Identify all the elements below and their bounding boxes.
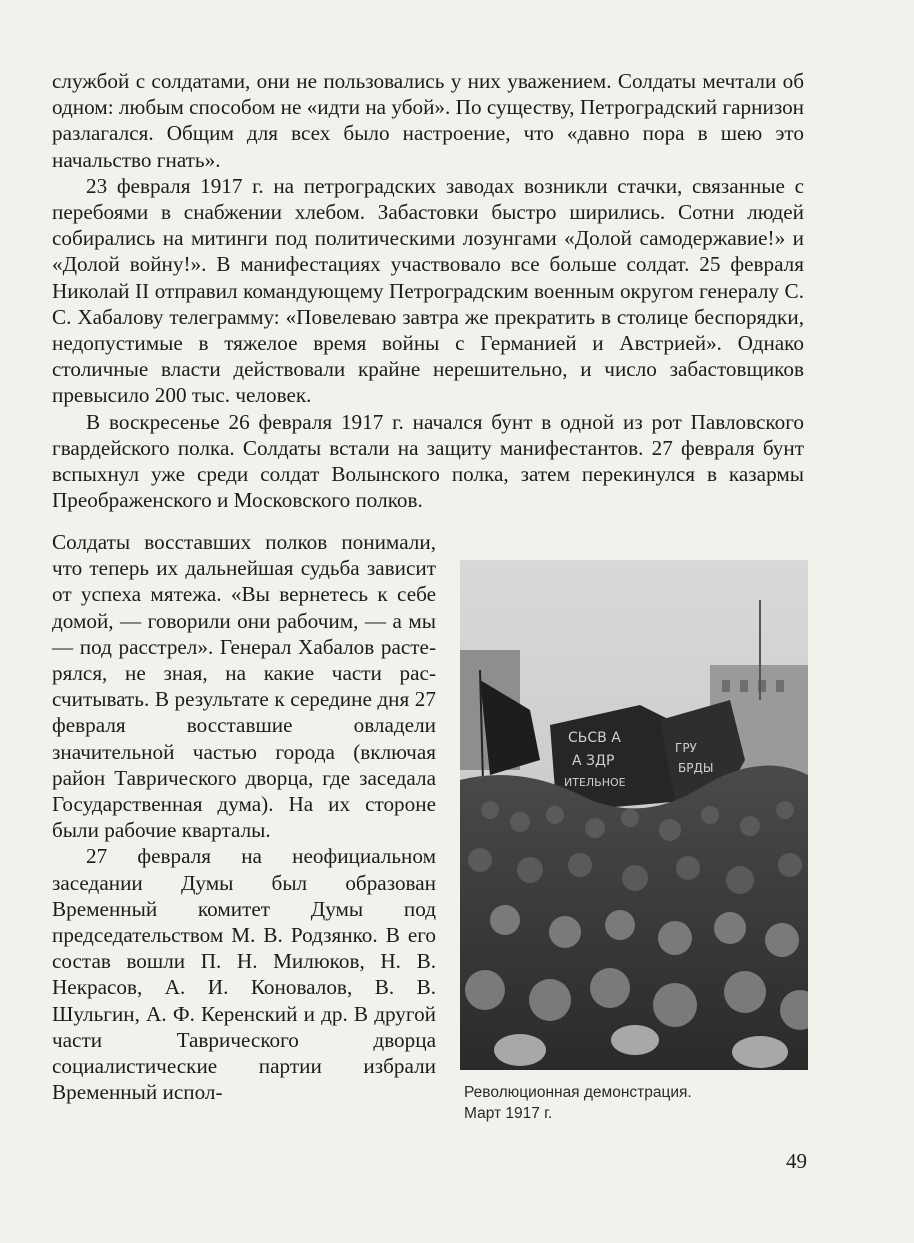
photo-caption bbox=[464, 1082, 804, 1124]
svg-text:ГРУ: ГРУ bbox=[675, 741, 697, 755]
main-text-column bbox=[52, 529, 436, 1105]
svg-text:СЬСВ А: СЬСВ А bbox=[568, 730, 621, 746]
caption-title: Революционная демонстрация. bbox=[464, 1084, 692, 1101]
svg-text:А ЗДР: А ЗДР bbox=[572, 753, 615, 769]
demonstration-photo bbox=[460, 560, 808, 1070]
page-number: 49 bbox=[786, 1149, 807, 1173]
main-text-full-width bbox=[52, 68, 804, 513]
svg-text:БРДЫ: БРДЫ bbox=[678, 761, 714, 775]
paragraph-strikes: 23 февраля 1917 г. на петроградских заводах возникли стачки, связанные с перебоями в снабжении хлебом. Забастовки быстро ширились. Сотни людей собирались на митинги под политическими лозунгами «Долой самодержавие!» и «Долой войну!». В манифестациях участвовало все больше солдат. 25 февраля Николай II отправил командующему Петроградским военным округом генералу С. С. Хабалову телеграмму: «Повелеваю завтра же прекратить в столице беспорядки, недопустимые в тяжелое время войны с Германией и Австрией». Однако столичные власти действовали крайне нерешительно, и число забастовщиков превысило 200 тыс. человек. bbox=[52, 173, 804, 408]
caption-date: Март 1917 г. bbox=[464, 1105, 553, 1122]
paragraph-rebels: Солдаты восставших полков понимали, что теперь их дальнейшая судьба зависит от успеха мятежа. «Вы вернетесь к себе домой, — говорили они рабочим, — а мы — под расстрел». Генерал Хабалов растерялся, не зная, на какие части рассчитывать. В результате к середине дня 27 февраля восставшие овладели значительной частью города (включая район Таврического дворца, где заседала Государственная дума). На их стороне были рабочие кварталы. bbox=[52, 530, 436, 843]
paragraph-duma-committee: 27 февраля на неофициальном заседании Думы был образован Временный комитет Думы под председательством М. В. Родзянко. В его состав вошли П. Н. Милюков, Н. В. Некрасов, А. И. Коновалов, В. В. Шульгин, А. Ф. Керенский и др. В другой части Таврического дворца социалистические партии избрали Временный испол- bbox=[52, 844, 436, 1105]
paragraph-garrison: службой с солдатами, они не пользовались у них уважением. Солдаты мечтали об одном: любым способом не «идти на убой». По существу, Петроградский гарнизон разлагался. Общим для всех было настроение, что «давно пора в шею это начальство гнать». bbox=[52, 69, 804, 172]
svg-text:ИТЕЛЬНОЕ: ИТЕЛЬНОЕ bbox=[564, 776, 626, 789]
paragraph-mutiny: В воскресенье 26 февраля 1917 г. начался бунт в одной из рот Павловского гвардейского полка. Солдаты встали на защиту манифестантов. 27 февраля бунт вспыхнул уже среди солдат Волынского полка, затем перекинулся в казармы Преображенского и Московского полков. bbox=[52, 409, 804, 513]
